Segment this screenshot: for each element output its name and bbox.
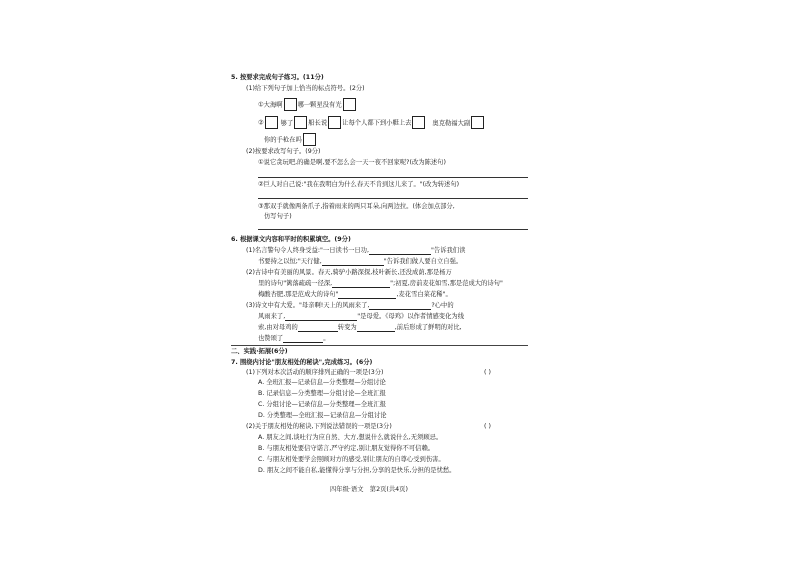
fill-blank[interactable] bbox=[283, 335, 323, 343]
q6-p3-text-f: 转变为 bbox=[337, 324, 357, 331]
q6-p3-line3 bbox=[258, 324, 462, 332]
fill-blank[interactable] bbox=[357, 324, 395, 332]
q6-p3-text-e: 索,由对母鸡的 bbox=[258, 324, 298, 331]
q7-p1-option-d: D. 分类整理—全班汇报—记录信息—分组讨论 bbox=[258, 412, 387, 419]
q6-p1-text-d: "告诉我们做人要自立自强。 bbox=[383, 258, 463, 265]
q7-p2-option-c: C. 与朋友相处要学会照顾对方的感受,别让朋友的自尊心受到伤害。 bbox=[258, 456, 445, 463]
punct-box[interactable] bbox=[328, 116, 341, 129]
s2-text-a: ② bbox=[258, 119, 264, 127]
q5-part1: (1)给下列句子加上恰当的标点符号。(2分) bbox=[246, 85, 365, 92]
q7-p1-option-b: B. 记录信息—分类整理—分组讨论—全班汇报 bbox=[258, 390, 386, 397]
q5-sentence1 bbox=[258, 98, 357, 111]
punct-box[interactable] bbox=[471, 116, 484, 129]
q5-rewrite1: ①说它贪玩吧,的确是啊,要不怎么会一天一夜不回家呢?(改为陈述句) bbox=[258, 159, 446, 166]
s2-text-c: 船长说 bbox=[308, 119, 328, 127]
q7-p1-option-c: C. 分组讨论—记录信息—分类整理—全班汇报 bbox=[258, 401, 387, 408]
fill-blank[interactable] bbox=[369, 247, 431, 255]
q6-p1-line1 bbox=[246, 247, 465, 255]
s2-text-e: 奥克勒福大副 bbox=[432, 119, 471, 127]
s1-text-a: ①大海啊 bbox=[258, 101, 283, 109]
q6-p2-text-c: ";初夏,房前麦花如雪,那是范成大的诗句" bbox=[390, 280, 503, 287]
q5-rewrite2: ②巨人对自己说:"我在我明白为什么春天不肯到这儿来了。"(改为转述句) bbox=[258, 181, 460, 188]
q7-part1: (1)下列对本次活动的顺序排列正确的一项是(3分) bbox=[246, 369, 384, 376]
fill-blank[interactable] bbox=[322, 258, 384, 266]
q5-part2: (2)按要求改写句子。(9分) bbox=[246, 148, 321, 155]
q6-p3-text-i: 。 bbox=[323, 335, 330, 342]
q5-title: 5. 按要求完成句子练习。(11分) bbox=[231, 74, 324, 81]
q6-p2-line1: (2)古诗中有美丽的风景。春天,骑驴小路深探,枝叶新长,还没成荫,那是杨万 bbox=[246, 269, 452, 276]
q6-p2-text-d: 梅酸杏肥,那是范成大的诗句" bbox=[258, 291, 339, 298]
q6-p1-text-c: 书要持之以恒;"天行健, bbox=[258, 258, 322, 265]
q7-part2-answer-paren[interactable]: ( ) bbox=[484, 423, 491, 430]
fill-blank[interactable] bbox=[332, 280, 390, 288]
q6-p3-text-g: ,前后形成了鲜明的对比, bbox=[394, 324, 462, 331]
fill-blank[interactable] bbox=[369, 302, 431, 310]
q6-p1-line2 bbox=[258, 258, 462, 266]
q6-p1-text-a: (1)名言警句令人终身受益:"一日读书一日功, bbox=[246, 247, 369, 254]
q6-p3-text-a: (3)诗文中有大爱。"母亲啊!天上的风雨来了, bbox=[246, 302, 370, 309]
q7-title: 7. 围绕内讨论"朋友相处的秘诀",完成练习。(6分) bbox=[231, 359, 373, 366]
q6-p3-text-h: 也赞颂了 bbox=[258, 335, 284, 342]
q5-sentence2 bbox=[258, 116, 485, 129]
answer-line[interactable] bbox=[258, 229, 528, 230]
q6-title: 6. 根据课文内容和平时的积累填空。(9分) bbox=[231, 236, 351, 243]
fill-blank[interactable] bbox=[338, 291, 396, 299]
q7-p2-option-b: B. 与朋友相处要信守诺言,严守约定,别让朋友觉得你不可信赖。 bbox=[258, 445, 435, 452]
q6-p1-text-b: "告诉我们读 bbox=[431, 247, 466, 254]
q6-p2-text-b: 里的诗句"篱落疏疏一径深, bbox=[258, 280, 333, 287]
q6-p3-line4 bbox=[258, 335, 329, 343]
q6-p2-line2 bbox=[258, 280, 503, 288]
q6-p3-text-c: 风雨来了, bbox=[258, 313, 286, 320]
q6-p3-line2 bbox=[258, 313, 464, 321]
section-divider bbox=[231, 345, 528, 346]
q6-p3-text-b: ?心中的 bbox=[431, 302, 454, 309]
answer-line[interactable] bbox=[258, 198, 528, 199]
punct-box[interactable] bbox=[265, 116, 278, 129]
q7-p2-option-d: D. 朋友之间不能自私,能懂得分享与分担,分享的是快乐,分担的是忧愁。 bbox=[258, 467, 456, 474]
section2-title: 二、实践·拓展(6分) bbox=[231, 348, 288, 355]
answer-line[interactable] bbox=[258, 177, 528, 178]
q5-rewrite3b: 仿写句子) bbox=[264, 213, 292, 220]
s2-text-b: 够了 bbox=[280, 119, 294, 127]
page-footer: 四年级·语文 第2页(共4页) bbox=[330, 486, 408, 493]
punct-box[interactable] bbox=[303, 133, 316, 146]
s2-text-d: 让每个人都下到小艇上去 bbox=[342, 119, 412, 127]
q6-p2-line3 bbox=[258, 291, 452, 299]
q7-p2-option-a: A. 朋友之间,谈吐行为应自然、大方,想说什么就说什么,无须顾忌。 bbox=[258, 434, 443, 441]
s2-text-f: 你的手枪在吗 bbox=[264, 136, 302, 144]
punct-box[interactable] bbox=[284, 98, 297, 111]
punct-box[interactable] bbox=[412, 116, 425, 129]
q7-p1-option-a: A. 全班汇报—记录信息—分类整理—分组讨论 bbox=[258, 379, 386, 386]
fill-blank[interactable] bbox=[298, 324, 338, 332]
q5-sentence2-cont bbox=[264, 133, 317, 146]
q5-rewrite3a: ③那双手就像两条爪子,指着雨来的两只耳朵,向两边拉。(体会加点部分, bbox=[258, 203, 455, 210]
q6-p2-text-e: ,麦花雪白菜花稀"。 bbox=[396, 291, 452, 298]
punct-box[interactable] bbox=[343, 98, 356, 111]
q7-part2: (2)关于朋友相处的秘诀,下列说法错误的一项是(3分) bbox=[246, 423, 392, 430]
s1-text-b: 哪一颗星没有光 bbox=[297, 101, 342, 109]
punct-box[interactable] bbox=[294, 116, 307, 129]
q6-p3-text-d: "是母爱。《母鸡》以作者情感变化为线 bbox=[357, 313, 464, 320]
q7-part1-answer-paren[interactable]: ( ) bbox=[484, 369, 491, 376]
q6-p3-line1 bbox=[246, 302, 454, 310]
fill-blank[interactable] bbox=[285, 313, 357, 321]
